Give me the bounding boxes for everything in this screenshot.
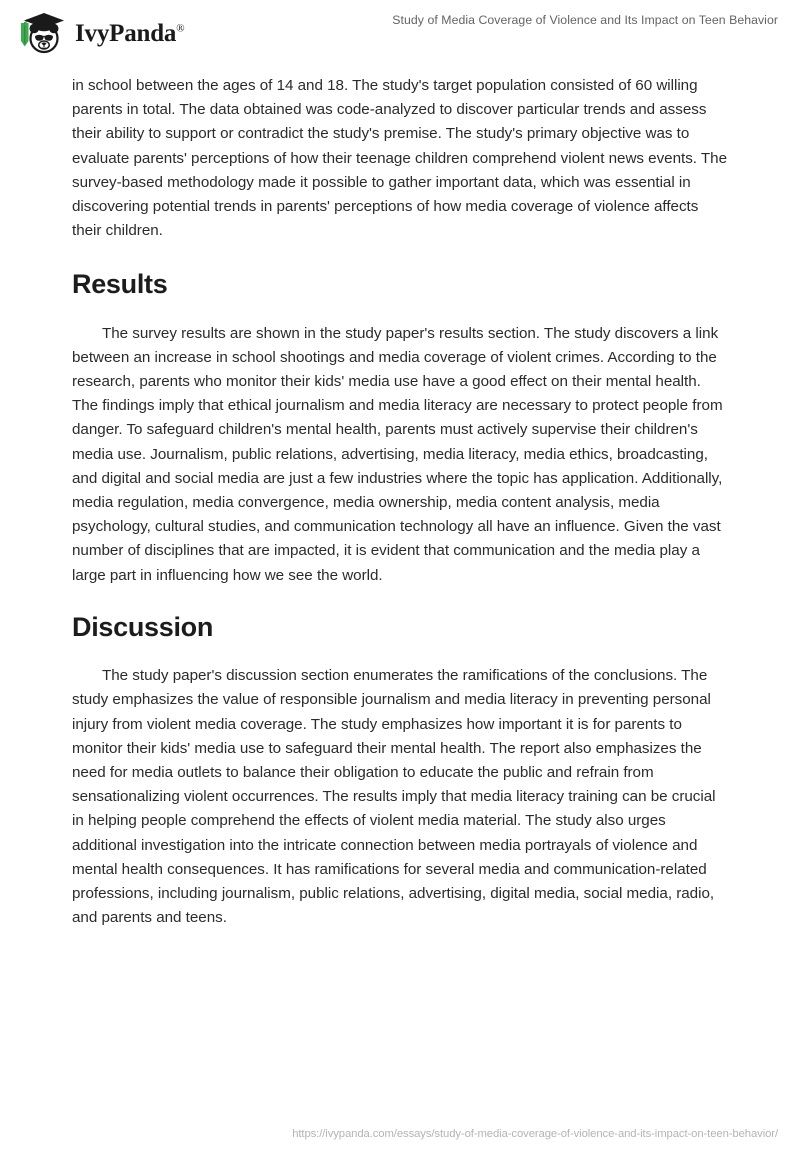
paragraph-continued: in school between the ages of 14 and 18. The study's target population consisted of 60 willing parents in total. The data obtained was code-analyzed to discover particular trends and assess their ability to support or contradict the study's premise. The study's primary objective was to evaluate parents' perceptions of how their teenage children comprehend violent news events. The survey-based methodology made it possible to gather important data, which was essential in discovering potential trends in parents' perceptions of how media coverage of violence affects their children. [72, 77, 728, 240]
section-paragraph-discussion: The study paper's discussion section enumerates the ramifications of the conclusions. The study emphasizes the value of responsible journalism and media literacy in preventing personal injury from violent media coverage. The study emphasizes how important it is for parents to monitor their kids' media use to safeguard their mental health. The report also emphasizes the need for media outlets to balance their obligation to educate the public and refrain from sensationalizing violent occurrences. The results imply that media literacy training can be crucial in helping people comprehend the effects of violent media material. The study also urges additional investigation into the intricate connection between media portrayals of violence and mental health consequences. It has ramifications for several media and communication-related professions, including journalism, public relations, advertising, digital media, social media, radio, and parents and teens. [72, 667, 716, 927]
section-paragraph-results: The survey results are shown in the study paper's results section. The study discovers a link between an increase in school shootings and media coverage of violent crimes. According to the research, parents who monitor their kids' media use have a good effect on their mental health. The findings imply that ethical journalism and media literacy are necessary to protect people from danger. To safeguard children's mental health, parents must actively supervise their children's media use. Journalism, public relations, advertising, media literacy, media ethics, broadcasting, and digital and social media are just a few industries where the topic has application. Additionally, media regulation, media convergence, media ownership, media content analysis, media psychology, cultural studies, and communication technology all have an influence. Given the vast number of disciplines that are impacted, it is evident that communication and the media play a large part in influencing how we see the world. [72, 324, 723, 584]
page-header [0, 0, 800, 62]
page-footer [0, 1124, 778, 1142]
source-url-link[interactable]: https://ivypanda.com/essays/study-of-media-coverage-of-violence-and-its-impact-on-teen-behavior/ [292, 1128, 778, 1140]
section-heading-discussion: Discussion [72, 611, 214, 642]
section-heading-results: Results [72, 269, 168, 300]
document-body [0, 74, 800, 930]
document-title-header: Study of Media Coverage of Violence and Its Impact on Teen Behavior [392, 13, 778, 27]
brand-name-text: IvyPanda [75, 19, 177, 47]
registered-trademark-icon: ® [176, 22, 185, 35]
